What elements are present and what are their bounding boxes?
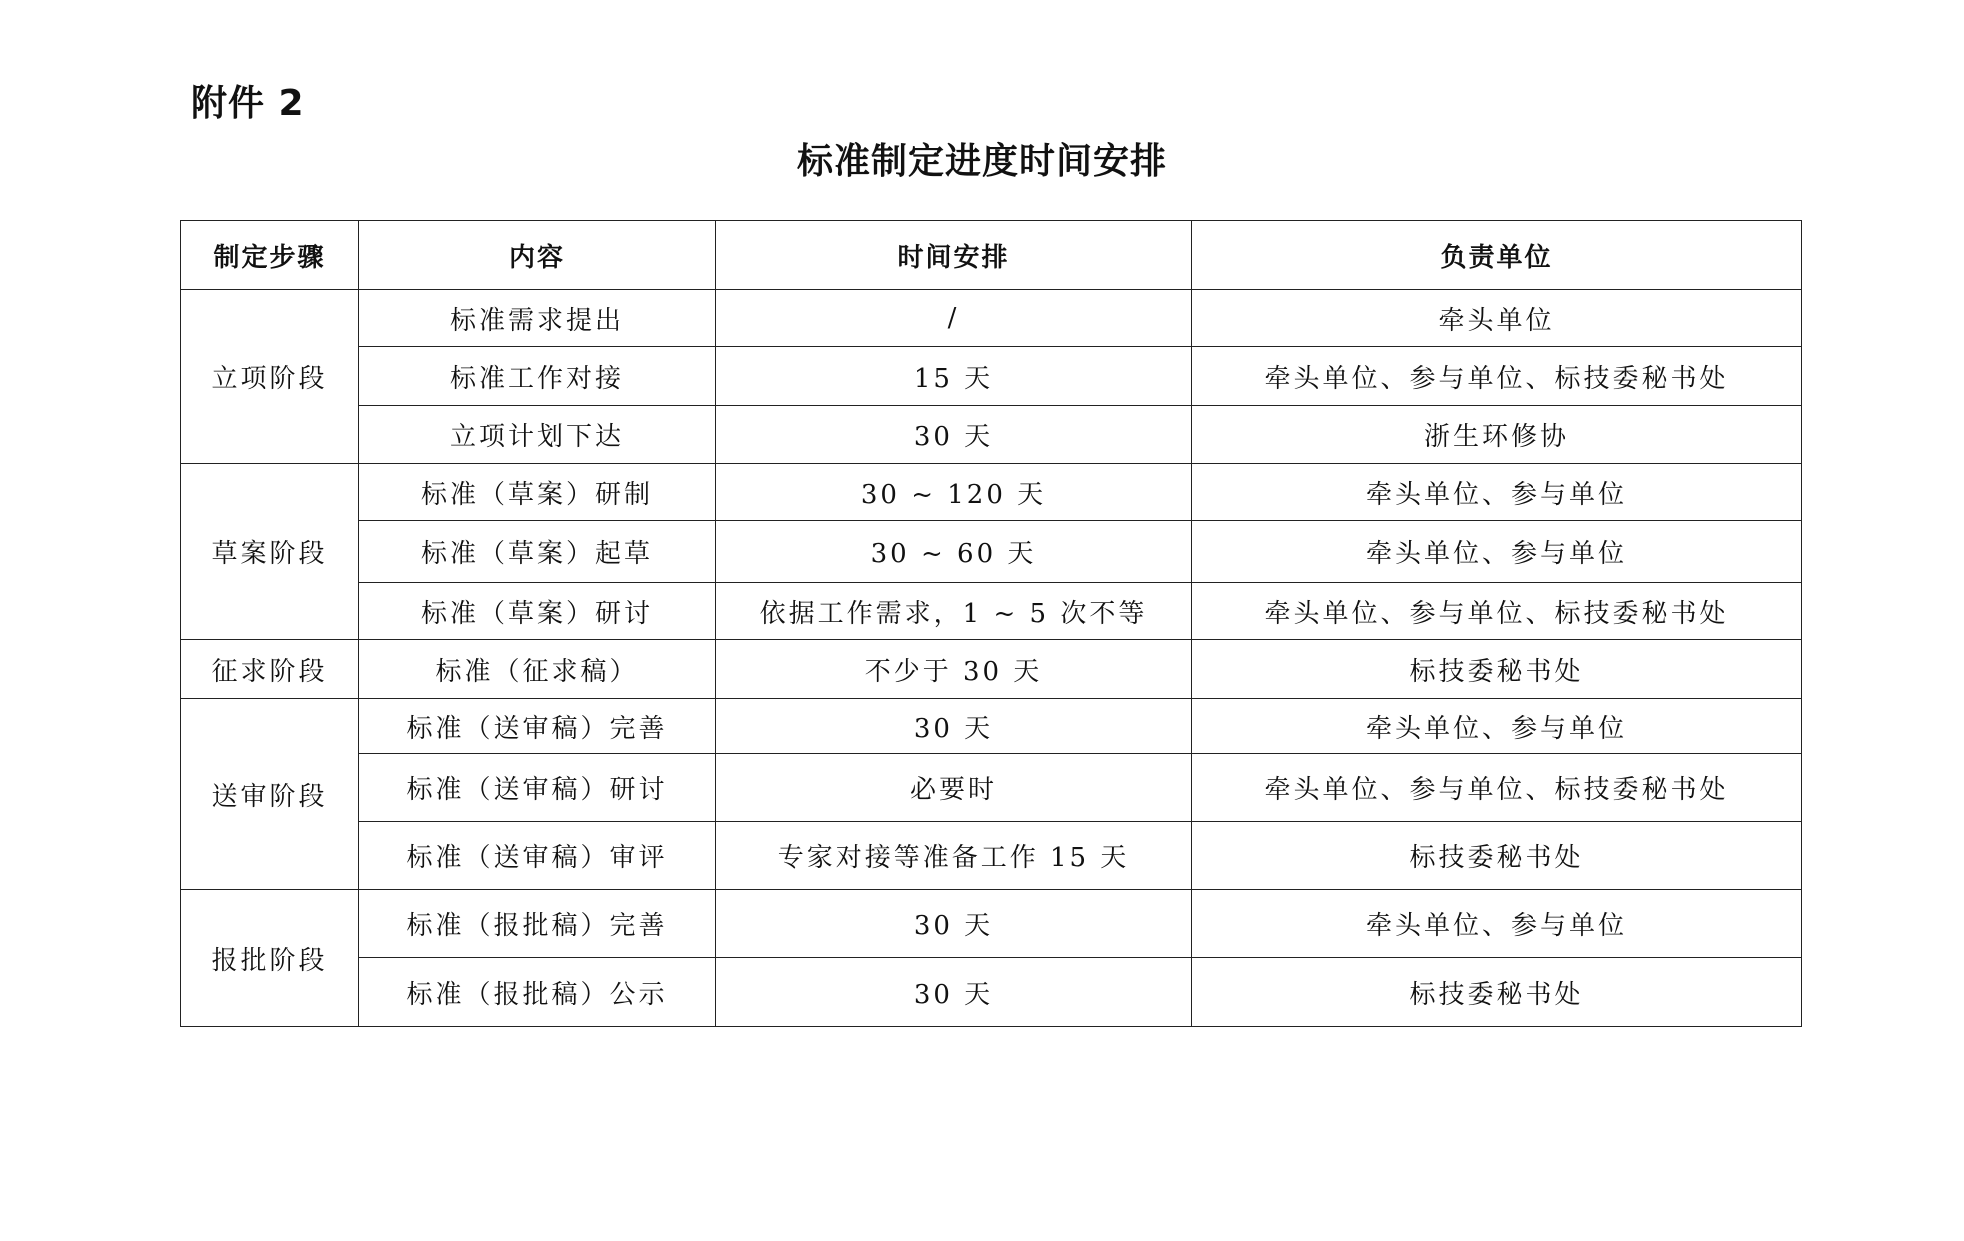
content-cell: 标准（草案）研讨	[359, 583, 716, 640]
table-row	[181, 890, 1802, 958]
header-time: 时间安排	[716, 221, 1192, 290]
unit-cell: 牵头单位、参与单位、标技委秘书处	[1192, 754, 1802, 822]
content-cell: 标准需求提出	[359, 290, 716, 347]
content-cell: 标准（报批稿）完善	[359, 890, 716, 958]
table-row	[181, 640, 1802, 699]
unit-cell: 标技委秘书处	[1192, 640, 1802, 699]
content-cell: 标准（草案）起草	[359, 521, 716, 583]
content-cell: 标准（征求稿）	[359, 640, 716, 699]
time-cell: 30 天	[716, 958, 1192, 1027]
table-body	[181, 290, 1802, 1027]
time-cell: 15 天	[716, 347, 1192, 406]
stage-cell: 送审阶段	[181, 699, 359, 890]
table-row	[181, 464, 1802, 521]
table-row	[181, 699, 1802, 754]
unit-cell: 牵头单位	[1192, 290, 1802, 347]
table-row	[181, 406, 1802, 464]
stage-cell: 立项阶段	[181, 290, 359, 464]
header-content: 内容	[359, 221, 716, 290]
time-cell: 不少于 30 天	[716, 640, 1192, 699]
time-cell: 30 天	[716, 406, 1192, 464]
unit-cell: 牵头单位、参与单位	[1192, 890, 1802, 958]
table-row	[181, 822, 1802, 890]
time-cell: 30 天	[716, 890, 1192, 958]
content-cell: 标准（草案）研制	[359, 464, 716, 521]
header-step: 制定步骤	[181, 221, 359, 290]
unit-cell: 标技委秘书处	[1192, 822, 1802, 890]
attachment-label: 附件 2	[191, 83, 305, 124]
time-cell: 必要时	[716, 754, 1192, 822]
stage-cell: 征求阶段	[181, 640, 359, 699]
table-row	[181, 754, 1802, 822]
header-row	[181, 221, 1802, 290]
table-row	[181, 521, 1802, 583]
time-cell: /	[716, 290, 1192, 347]
header-unit: 负责单位	[1192, 221, 1802, 290]
time-cell: 专家对接等准备工作 15 天	[716, 822, 1192, 890]
content-cell: 标准（送审稿）研讨	[359, 754, 716, 822]
unit-cell: 牵头单位、参与单位、标技委秘书处	[1192, 583, 1802, 640]
unit-cell: 牵头单位、参与单位	[1192, 521, 1802, 583]
table-row	[181, 958, 1802, 1027]
table-row	[181, 347, 1802, 406]
time-cell: 依据工作需求，1 ~ 5 次不等	[716, 583, 1192, 640]
content-cell: 标准（送审稿）审评	[359, 822, 716, 890]
stage-cell: 草案阶段	[181, 464, 359, 640]
time-cell: 30 ~ 60 天	[716, 521, 1192, 583]
unit-cell: 牵头单位、参与单位	[1192, 464, 1802, 521]
unit-cell: 牵头单位、参与单位	[1192, 699, 1802, 754]
document-title: 标准制定进度时间安排	[796, 141, 1167, 182]
content-cell: 标准工作对接	[359, 347, 716, 406]
unit-cell: 浙生环修协	[1192, 406, 1802, 464]
table-row	[181, 583, 1802, 640]
schedule-table	[180, 220, 1802, 1027]
stage-cell: 报批阶段	[181, 890, 359, 1027]
time-cell: 30 ~ 120 天	[716, 464, 1192, 521]
table-header	[181, 221, 1802, 290]
content-cell: 立项计划下达	[359, 406, 716, 464]
unit-cell: 标技委秘书处	[1192, 958, 1802, 1027]
unit-cell: 牵头单位、参与单位、标技委秘书处	[1192, 347, 1802, 406]
content-cell: 标准（报批稿）公示	[359, 958, 716, 1027]
content-cell: 标准（送审稿）完善	[359, 699, 716, 754]
table-row	[181, 290, 1802, 347]
time-cell: 30 天	[716, 699, 1192, 754]
